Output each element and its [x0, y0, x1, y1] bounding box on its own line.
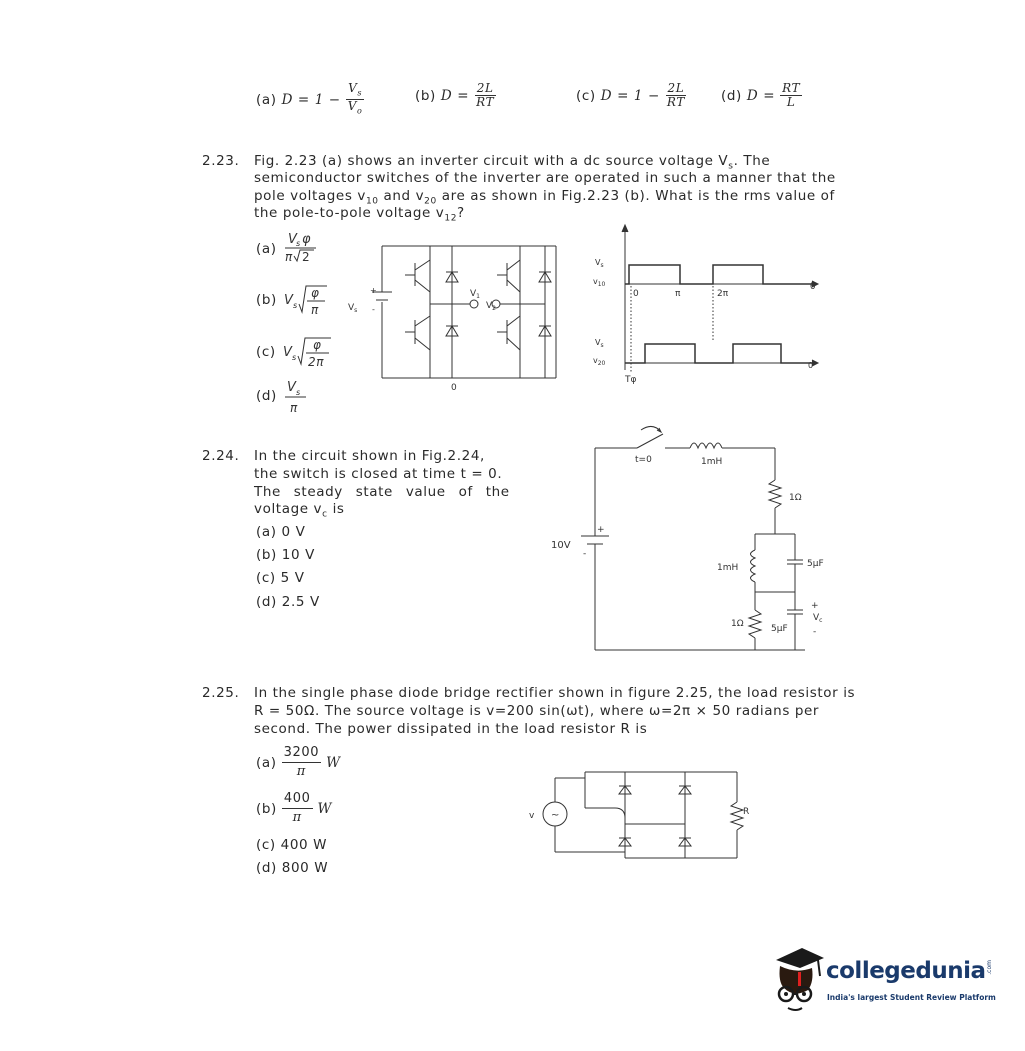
- question-number: 2.25.: [202, 685, 240, 701]
- two-pi-label: 2π: [717, 289, 729, 299]
- option-label: (c): [576, 87, 596, 104]
- question-text-line: voltage $v_c$ is: [254, 501, 345, 520]
- question-text-line: R = 50Ω. The source voltage is v=200 sin(ωt), where ω=2π × 50 radians per: [254, 703, 820, 719]
- vs-level-label: $V_s$: [595, 258, 604, 269]
- question-number: 2.23.: [202, 153, 240, 169]
- svg-text:V: V: [286, 380, 297, 395]
- q225-option-b: [256, 790, 332, 827]
- pole-voltage-waveform: [585, 222, 830, 392]
- q225-option-a: [256, 744, 341, 781]
- prev-option-a: [256, 82, 364, 118]
- q224-option-d: (d) 2.5 V: [256, 594, 320, 610]
- q223-option-c: [256, 332, 337, 372]
- fraction: $\frac{V_s}{V_o}$: [347, 81, 363, 116]
- option-label: (d): [256, 388, 277, 404]
- capacitor-label: 5μF: [771, 624, 788, 634]
- formula-vs-sqrt-phi-over-2pi: [281, 332, 337, 372]
- student-mascot-icon: [768, 944, 828, 1014]
- formula-vs-over-pi: [282, 376, 312, 416]
- bridge-rectifier-diagram: [525, 770, 765, 865]
- formula-vs-phi-over-pi-root2: [282, 230, 322, 268]
- svg-text:s: s: [295, 388, 301, 397]
- node-label-v2: $V_2$: [486, 301, 496, 312]
- brand-tagline: India's largest Student Review Platform: [827, 993, 996, 1002]
- rlc-circuit-diagram: [545, 420, 835, 655]
- brand-tld: .com: [986, 960, 993, 975]
- resistor-label: 1Ω: [731, 619, 744, 629]
- t-phi-label: Tφ: [625, 375, 637, 385]
- plus-sign: +: [370, 286, 377, 295]
- source-label: v: [529, 811, 535, 821]
- question-number: 2.24.: [202, 448, 240, 464]
- svg-text:V: V: [287, 232, 298, 247]
- question-text-line: the switch is closed at time t = 0.: [254, 466, 503, 482]
- option-label: (a): [256, 754, 277, 771]
- theta-label: θ: [810, 282, 816, 292]
- prev-option-b: [415, 82, 496, 109]
- svg-text:V: V: [283, 293, 294, 308]
- option-label: (a): [256, 91, 277, 108]
- q224-option-b: (b) 10 V: [256, 547, 315, 563]
- svg-text:φ: φ: [301, 232, 311, 247]
- vc-plus-sign: +: [811, 601, 819, 611]
- v10-label: $v_{10}$: [593, 277, 606, 288]
- option-expr: D = 1 −: [281, 91, 341, 108]
- origin-label: 0: [633, 289, 639, 299]
- q223-option-b: [256, 280, 332, 320]
- source-voltage-label: 10V: [551, 540, 571, 551]
- q224-option-a: (a) 0 V: [256, 524, 306, 540]
- prev-option-c: [576, 82, 687, 109]
- ac-source-tilde: ~: [551, 810, 560, 821]
- option-label: (b): [415, 87, 436, 104]
- inverter-circuit-diagram: [340, 238, 565, 398]
- svg-text:s: s: [292, 301, 298, 310]
- q225-option-d: (d) 800 W: [256, 860, 329, 876]
- option-label: (b): [256, 292, 277, 308]
- theta-label: 0: [808, 361, 814, 370]
- svg-text:π: π: [310, 303, 319, 317]
- inductor-label: 1mH: [717, 563, 739, 573]
- unit-label: W: [317, 800, 333, 817]
- minus-sign: -: [372, 305, 375, 314]
- vs-level-label: $V_s$: [595, 338, 604, 349]
- svg-text:V: V: [282, 345, 293, 360]
- source-label-vs: $V_s$: [348, 303, 358, 314]
- fraction: $\frac{RT}{L}$: [782, 81, 801, 109]
- collegedunia-logo: [768, 944, 998, 1014]
- question-text-line: second. The power dissipated in the load resistor R is: [254, 721, 648, 737]
- load-resistor-label: R: [743, 807, 750, 817]
- question-text-line: The steady state value of the: [254, 484, 510, 500]
- switch-time-label: t=0: [635, 455, 652, 465]
- option-label: (b): [256, 800, 277, 817]
- option-expr: D =: [746, 87, 776, 104]
- fraction: $\frac{2L}{RT}$: [666, 81, 685, 109]
- pi-label: π: [675, 289, 681, 299]
- svg-text:s: s: [291, 353, 297, 362]
- option-label: (a): [256, 241, 277, 257]
- capacitor-label: 5μF: [807, 559, 824, 569]
- option-expr: D = 1 −: [600, 87, 660, 104]
- svg-text:φ: φ: [312, 338, 322, 352]
- unit-label: W: [326, 754, 341, 771]
- option-expr: D =: [440, 87, 470, 104]
- svg-text:s: s: [295, 239, 301, 248]
- question-text-line: Fig. 2.23 (a) shows an inverter circuit with a dc source voltage $V_s$. The: [254, 153, 771, 172]
- node-label-v1: $V_1$: [470, 289, 480, 300]
- svg-text:π: π: [284, 250, 293, 264]
- q225-option-c: (c) 400 W: [256, 837, 328, 853]
- fraction: 3200 π: [283, 745, 320, 779]
- ground-label: 0: [451, 383, 457, 393]
- question-text-line: the pole-to-pole voltage $v_{12}$?: [254, 205, 465, 224]
- svg-text:π: π: [289, 401, 298, 415]
- question-text-line: In the circuit shown in Fig.2.24,: [254, 448, 485, 464]
- minus-sign: -: [583, 549, 587, 559]
- prev-option-d: [721, 82, 802, 109]
- question-text-line: semiconductor switches of the inverter are operated in such a manner that the: [254, 170, 836, 186]
- formula-vs-sqrt-phi-over-pi: [282, 280, 332, 320]
- svg-text:φ: φ: [310, 286, 320, 300]
- fraction: $\frac{2L}{RT}$: [476, 81, 495, 109]
- question-text-line: pole voltages $v_{10}$ and $v_{20}$ are as shown in Fig.2.23 (b). What is the rms value of: [254, 188, 835, 207]
- question-text-line: In the single phase diode bridge rectifier shown in figure 2.25, the load resistor is: [254, 685, 856, 701]
- fraction: 400 π: [283, 791, 311, 825]
- q224-option-c: (c) 5 V: [256, 570, 305, 586]
- q223-option-d: [256, 376, 312, 416]
- inductor-label: 1mH: [701, 457, 723, 467]
- vc-minus-sign: -: [813, 627, 817, 637]
- brand-name: collegedunia: [826, 958, 986, 984]
- q223-option-a: [256, 230, 322, 268]
- vc-label: $V_c$: [813, 613, 823, 624]
- v20-label: $v_{20}$: [593, 356, 606, 367]
- svg-text:2: 2: [301, 250, 310, 264]
- resistor-label: 1Ω: [789, 493, 802, 503]
- svg-text:2π: 2π: [307, 355, 324, 369]
- plus-sign: +: [597, 525, 605, 535]
- option-label: (d): [721, 87, 742, 104]
- option-label: (c): [256, 344, 276, 360]
